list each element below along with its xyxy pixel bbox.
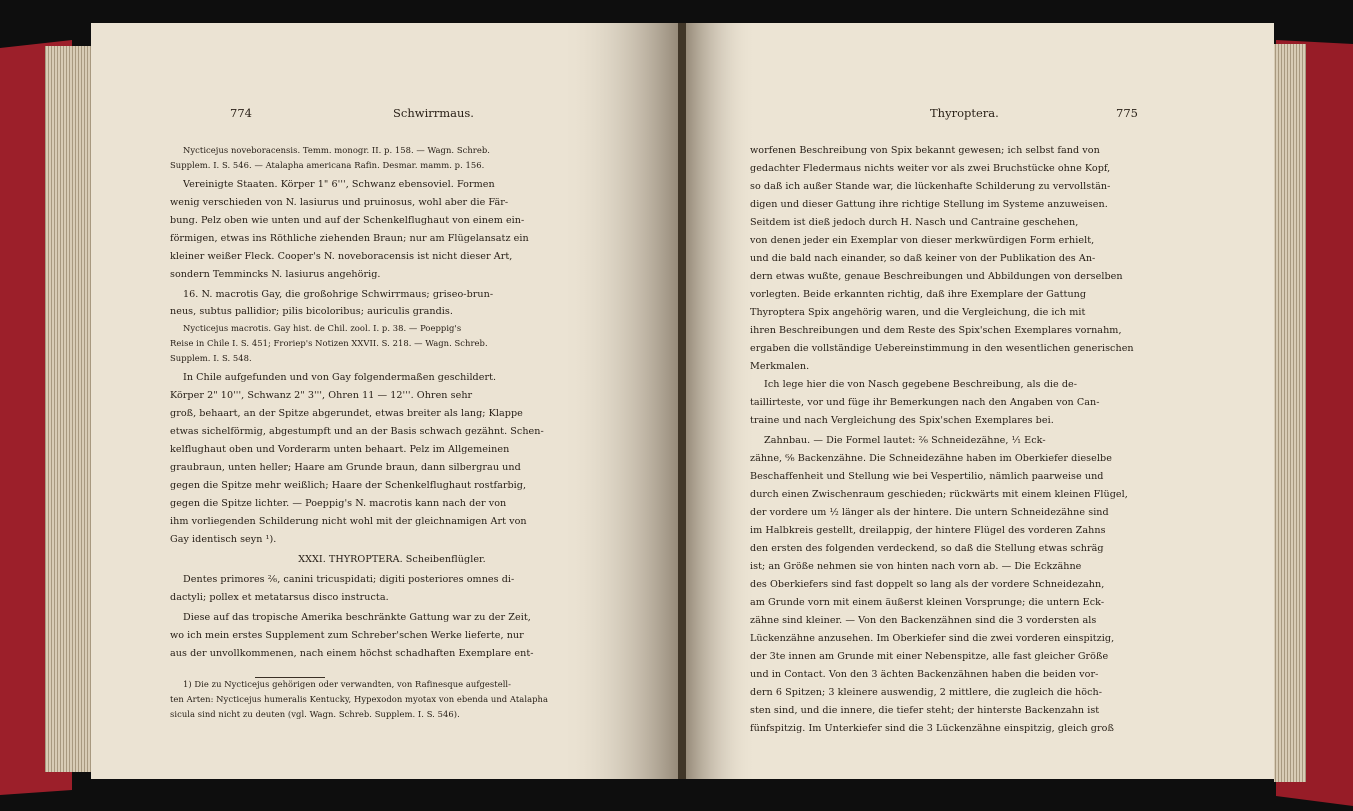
left-line: Vereinigte Staaten. Körper 1" 6''', Schwanz ebensoviel. Formen [183,179,495,190]
left-running-head: Schwirrmaus. [393,106,474,120]
right-line: zähne, ⁶⁄₆ Backenzähne. Die Schneidezähne haben im Oberkiefer dieselbe [750,453,1112,464]
right-line: digen und dieser Gattung ihre richtige Stellung im Systeme anzuweisen. [750,199,1108,210]
right-line: gedachter Fledermaus nichts weiter vor als zwei Bruchstücke ohne Kopf, [750,163,1111,174]
right-line: der 3te innen am Grunde mit einer Nebenspitze, alle fast gleicher Größe [750,651,1109,662]
left-line: ten Arten: Nycticejus humeralis Kentucky, Hypexodon myotax von ebenda und Atalapha [170,694,549,704]
right-line: und die bald nach einander, so daß keiner von der Publikation des An- [750,253,1096,264]
left-line: kelflughaut oben und Vorderarm unten behaart. Pelz im Allgemeinen [170,444,510,455]
right-line: so daß ich außer Stande war, die lückenhafte Schilderung zu vervollstän- [750,181,1111,192]
right-line: Zahnbau. — Die Formel lautet: ²⁄₆ Schneidezähne, ¹⁄₁ Eck- [764,435,1046,446]
left-line: etwas sichelförmig, abgestumpft und an der Basis schwach gezähnt. Schen- [170,426,544,437]
left-line: Supplem. I. S. 546. — Atalapha americana Rafin. Desmar. mamm. p. 156. [170,160,485,170]
right-line: und in Contact. Von den 3 ächten Backenzähnen haben die beiden vor- [750,669,1099,680]
left-line: Reise in Chile I. S. 451; Froriep's Notizen XXVII. S. 218. — Wagn. Schreb. [170,338,488,348]
right-line: dern 6 Spitzen; 3 kleinere auswendig, 2 mittlere, die zugleich die höch- [750,687,1103,698]
left-line: 16. N. macrotis Gay, die großohrige Schwirrmaus; griseo-brun- [183,289,494,300]
right-line: im Halbkreis gestellt, dreilappig, der hintere Flügel des vorderen Zahns [750,525,1106,536]
left-line: groß, behaart, an der Spitze abgerundet, etwas breiter als lang; Klappe [170,408,523,419]
right-line: zähne sind kleiner. — Von den Backenzähnen sind die 3 vordersten als [750,615,1097,626]
left-line: neus, subtus pallidior; pilis bicoloribus; auriculis grandis. [170,306,454,317]
left-line: ihm vorliegenden Schilderung nicht wohl mit der gleichnamigen Art von [170,516,527,527]
left-line: bung. Pelz oben wie unten und auf der Schenkelflughaut von einem ein- [170,215,525,226]
left-line: gegen die Spitze lichter. — Poeppig's N. macrotis kann nach der von [170,498,507,509]
left-line: Diese auf das tropische Amerika beschränkte Gattung war zu der Zeit, [183,612,531,623]
right-line: am Grunde vorn mit einem äußerst kleinen Vorsprunge; die untern Eck- [750,597,1105,608]
left-line: aus der unvollkommenen, nach einem höchst schadhaften Exemplare ent- [170,648,534,659]
right-line: Beschaffenheit und Stellung wie bei Vespertilio, nämlich paarweise und [750,471,1104,482]
right-line: Lückenzähne anzusehen. Im Oberkiefer sind die zwei vorderen einspitzig, [750,633,1115,644]
left-line: In Chile aufgefunden und von Gay folgendermaßen geschildert. [183,372,497,383]
left-line: XXXI. THYROPTERA. Scheibenflügler. [298,554,486,565]
left-line: Supplem. I. S. 548. [170,353,252,363]
left-line: gegen die Spitze mehr weißlich; Haare der Schenkelflughaut rostfarbig, [170,480,527,491]
left-line: Körper 2" 10''', Schwanz 2" 3''', Ohren 11 — 12'''. Ohren sehr [170,390,473,401]
left-line: wo ich mein erstes Supplement zum Schreber'schen Werke lieferte, nur [170,630,524,641]
right-line: den ersten des folgenden verdeckend, so daß die Stellung etwas schräg [750,543,1104,554]
left-line: 1) Die zu Nycticejus gehörigen oder verwandten, von Rafinesque aufgestell- [183,679,512,689]
left-page-number: 774 [230,106,252,120]
right-line: sten sind, und die innere, die tiefer steht; der hinterste Backenzahn ist [750,705,1100,716]
left-line: Dentes primores ²⁄₆, canini tricuspidati; digiti posteriores omnes di- [183,574,515,585]
left-line: förmigen, etwas ins Röthliche ziehenden Braun; nur am Flügelansatz ein [170,233,529,244]
left-line: graubraun, unten heller; Haare am Grunde braun, dann silbergrau und [170,462,521,473]
right-page-number: 775 [1116,106,1138,120]
right-line: des Oberkiefers sind fast doppelt so lang als der vordere Schneidezahn, [750,579,1105,590]
right-line: Thyroptera Spix angehörig waren, und die Vergleichung, die ich mit [750,307,1086,318]
left-line: wenig verschieden von N. lasiurus und pruinosus, wohl aber die Fär- [170,197,509,208]
right-line: durch einen Zwischenraum geschieden; rückwärts mit einem kleinen Flügel, [750,489,1128,500]
left-line: Nycticejus macrotis. Gay hist. de Chil. zool. I. p. 38. — Poeppig's [183,323,462,333]
right-line: von denen jeder ein Exemplar von dieser merkwürdigen Form erhielt, [750,235,1095,246]
right-line: ist; an Größe nehmen sie von hinten nach vorn ab. — Die Eckzähne [750,561,1082,572]
right-line: Ich lege hier die von Nasch gegebene Beschreibung, als die de- [764,379,1078,390]
left-line: dactyli; pollex et metatarsus disco instructa. [170,592,389,603]
left-line: sondern Temmincks N. lasiurus angehörig. [170,269,381,280]
right-line: Merkmalen. [750,361,810,372]
right-line: ergaben die vollständige Uebereinstimmung in den wesentlichen generischen [750,343,1134,354]
left-line: kleiner weißer Fleck. Cooper's N. noveboracensis ist nicht dieser Art, [170,251,513,262]
right-line: vorlegten. Beide erkannten richtig, daß ihre Exemplare der Gattung [750,289,1087,300]
left-line: sicula sind nicht zu deuten (vgl. Wagn. Schreb. Supplem. I. S. 546). [170,709,460,719]
right-line: ihren Beschreibungen und dem Reste des Spix'schen Exemplares vornahm, [750,325,1122,336]
right-line: taillirteste, vor und füge ihr Bemerkungen nach den Angaben von Can- [750,397,1100,408]
left-line: Nycticejus noveboracensis. Temm. monogr. II. p. 158. — Wagn. Schreb. [183,145,490,155]
left-line: Gay identisch seyn ¹). [170,534,277,545]
right-running-head: Thyroptera. [930,106,999,120]
right-line: der vordere um ½ länger als der hintere. Die untern Schneidezähne sind [750,507,1109,518]
right-line: worfenen Beschreibung von Spix bekannt gewesen; ich selbst fand von [750,145,1100,156]
right-line: traine und nach Vergleichung des Spix'schen Exemplares bei. [750,415,1054,426]
right-line: dern etwas wußte, genaue Beschreibungen und Abbildungen von derselben [750,271,1123,282]
right-line: Seitdem ist dieß jedoch durch H. Nasch und Cantraine geschehen, [750,217,1079,228]
right-line: fünfspitzig. Im Unterkiefer sind die 3 Lückenzähne einspitzig, gleich groß [750,723,1114,734]
